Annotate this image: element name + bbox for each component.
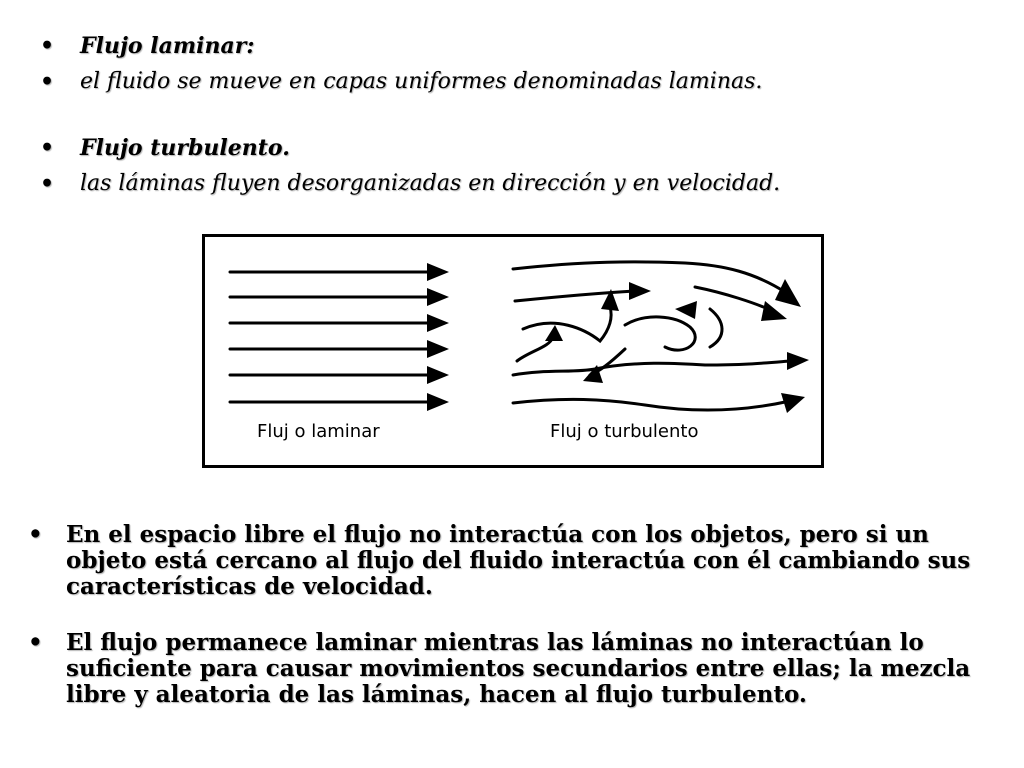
bullet-dot: •	[28, 521, 43, 548]
bullet-turbulent-title	[40, 130, 1000, 166]
turbulent-arrowhead-lower	[787, 352, 809, 370]
bullet-laminar-title	[40, 28, 1000, 64]
bullet-dot: •	[40, 33, 55, 59]
bullet-laminar-description	[40, 64, 1000, 100]
bottom-bullet-list	[28, 522, 1003, 738]
turbulent-arrowhead-top	[775, 279, 801, 307]
bullet-dot: •	[40, 171, 55, 197]
turbulent-arrowhead-lower-left	[545, 325, 563, 341]
laminar-arrowhead-4	[427, 340, 449, 358]
turbulent-arrowhead-right-upper	[761, 301, 787, 321]
turbulent-curve-right-upper	[695, 287, 773, 311]
bullet-turbulent-description	[40, 166, 1000, 202]
top-bullet-list	[40, 28, 1000, 202]
turbulent-curve-top	[513, 262, 785, 292]
turbulent-curve-upper	[515, 291, 635, 301]
turbulent-curve-swirl-right	[710, 309, 722, 347]
turbulent-caption: Fluj o turbulento	[550, 421, 699, 442]
turbulent-arrowhead-swirl-right	[675, 301, 697, 319]
free-space-text: En el espacio libre el flujo no interactúa con los objetos, pero si un objeto está cercano al flujo del fluido interactúa con él cambiando sus características de velocidad.	[66, 521, 971, 600]
turbulent-curve-swirl-left	[523, 307, 611, 341]
laminar-title-text: Flujo laminar:	[80, 33, 255, 59]
turbulent-curve-lower	[513, 361, 790, 375]
turbulent-arrowhead-upper	[629, 282, 651, 300]
bullet-dot: •	[40, 69, 55, 95]
turbulent-arrowhead-bottom	[781, 393, 805, 413]
turbulent-curve-bottom	[513, 399, 790, 410]
bullet-dot: •	[40, 135, 55, 161]
laminar-condition-text: El flujo permanece laminar mientras las láminas no interactúan lo suficiente para causar movimientos secundarios entre ellas; la mezcla libre y aleatoria de las láminas, hacen al flujo turbulento.	[66, 629, 971, 708]
turbulent-curve-swirl-mid	[625, 317, 695, 350]
bullet-free-space	[28, 522, 1003, 600]
laminar-caption: Fluj o laminar	[257, 421, 380, 442]
turbulent-description-text: las láminas fluyen desorganizadas en dirección y en velocidad.	[80, 171, 781, 196]
flow-diagram	[202, 234, 824, 468]
laminar-arrowhead-6	[427, 393, 449, 411]
laminar-arrowhead-5	[427, 366, 449, 384]
bullet-laminar-condition	[28, 630, 1003, 708]
laminar-arrows	[230, 272, 430, 402]
bullet-dot: •	[28, 629, 43, 656]
laminar-arrowhead-1	[427, 263, 449, 281]
laminar-arrowhead-2	[427, 288, 449, 306]
laminar-description-text: el fluido se mueve en capas uniformes denominadas laminas.	[80, 69, 763, 94]
turbulent-title-text: Flujo turbulento.	[80, 135, 290, 161]
laminar-arrowhead-3	[427, 314, 449, 332]
